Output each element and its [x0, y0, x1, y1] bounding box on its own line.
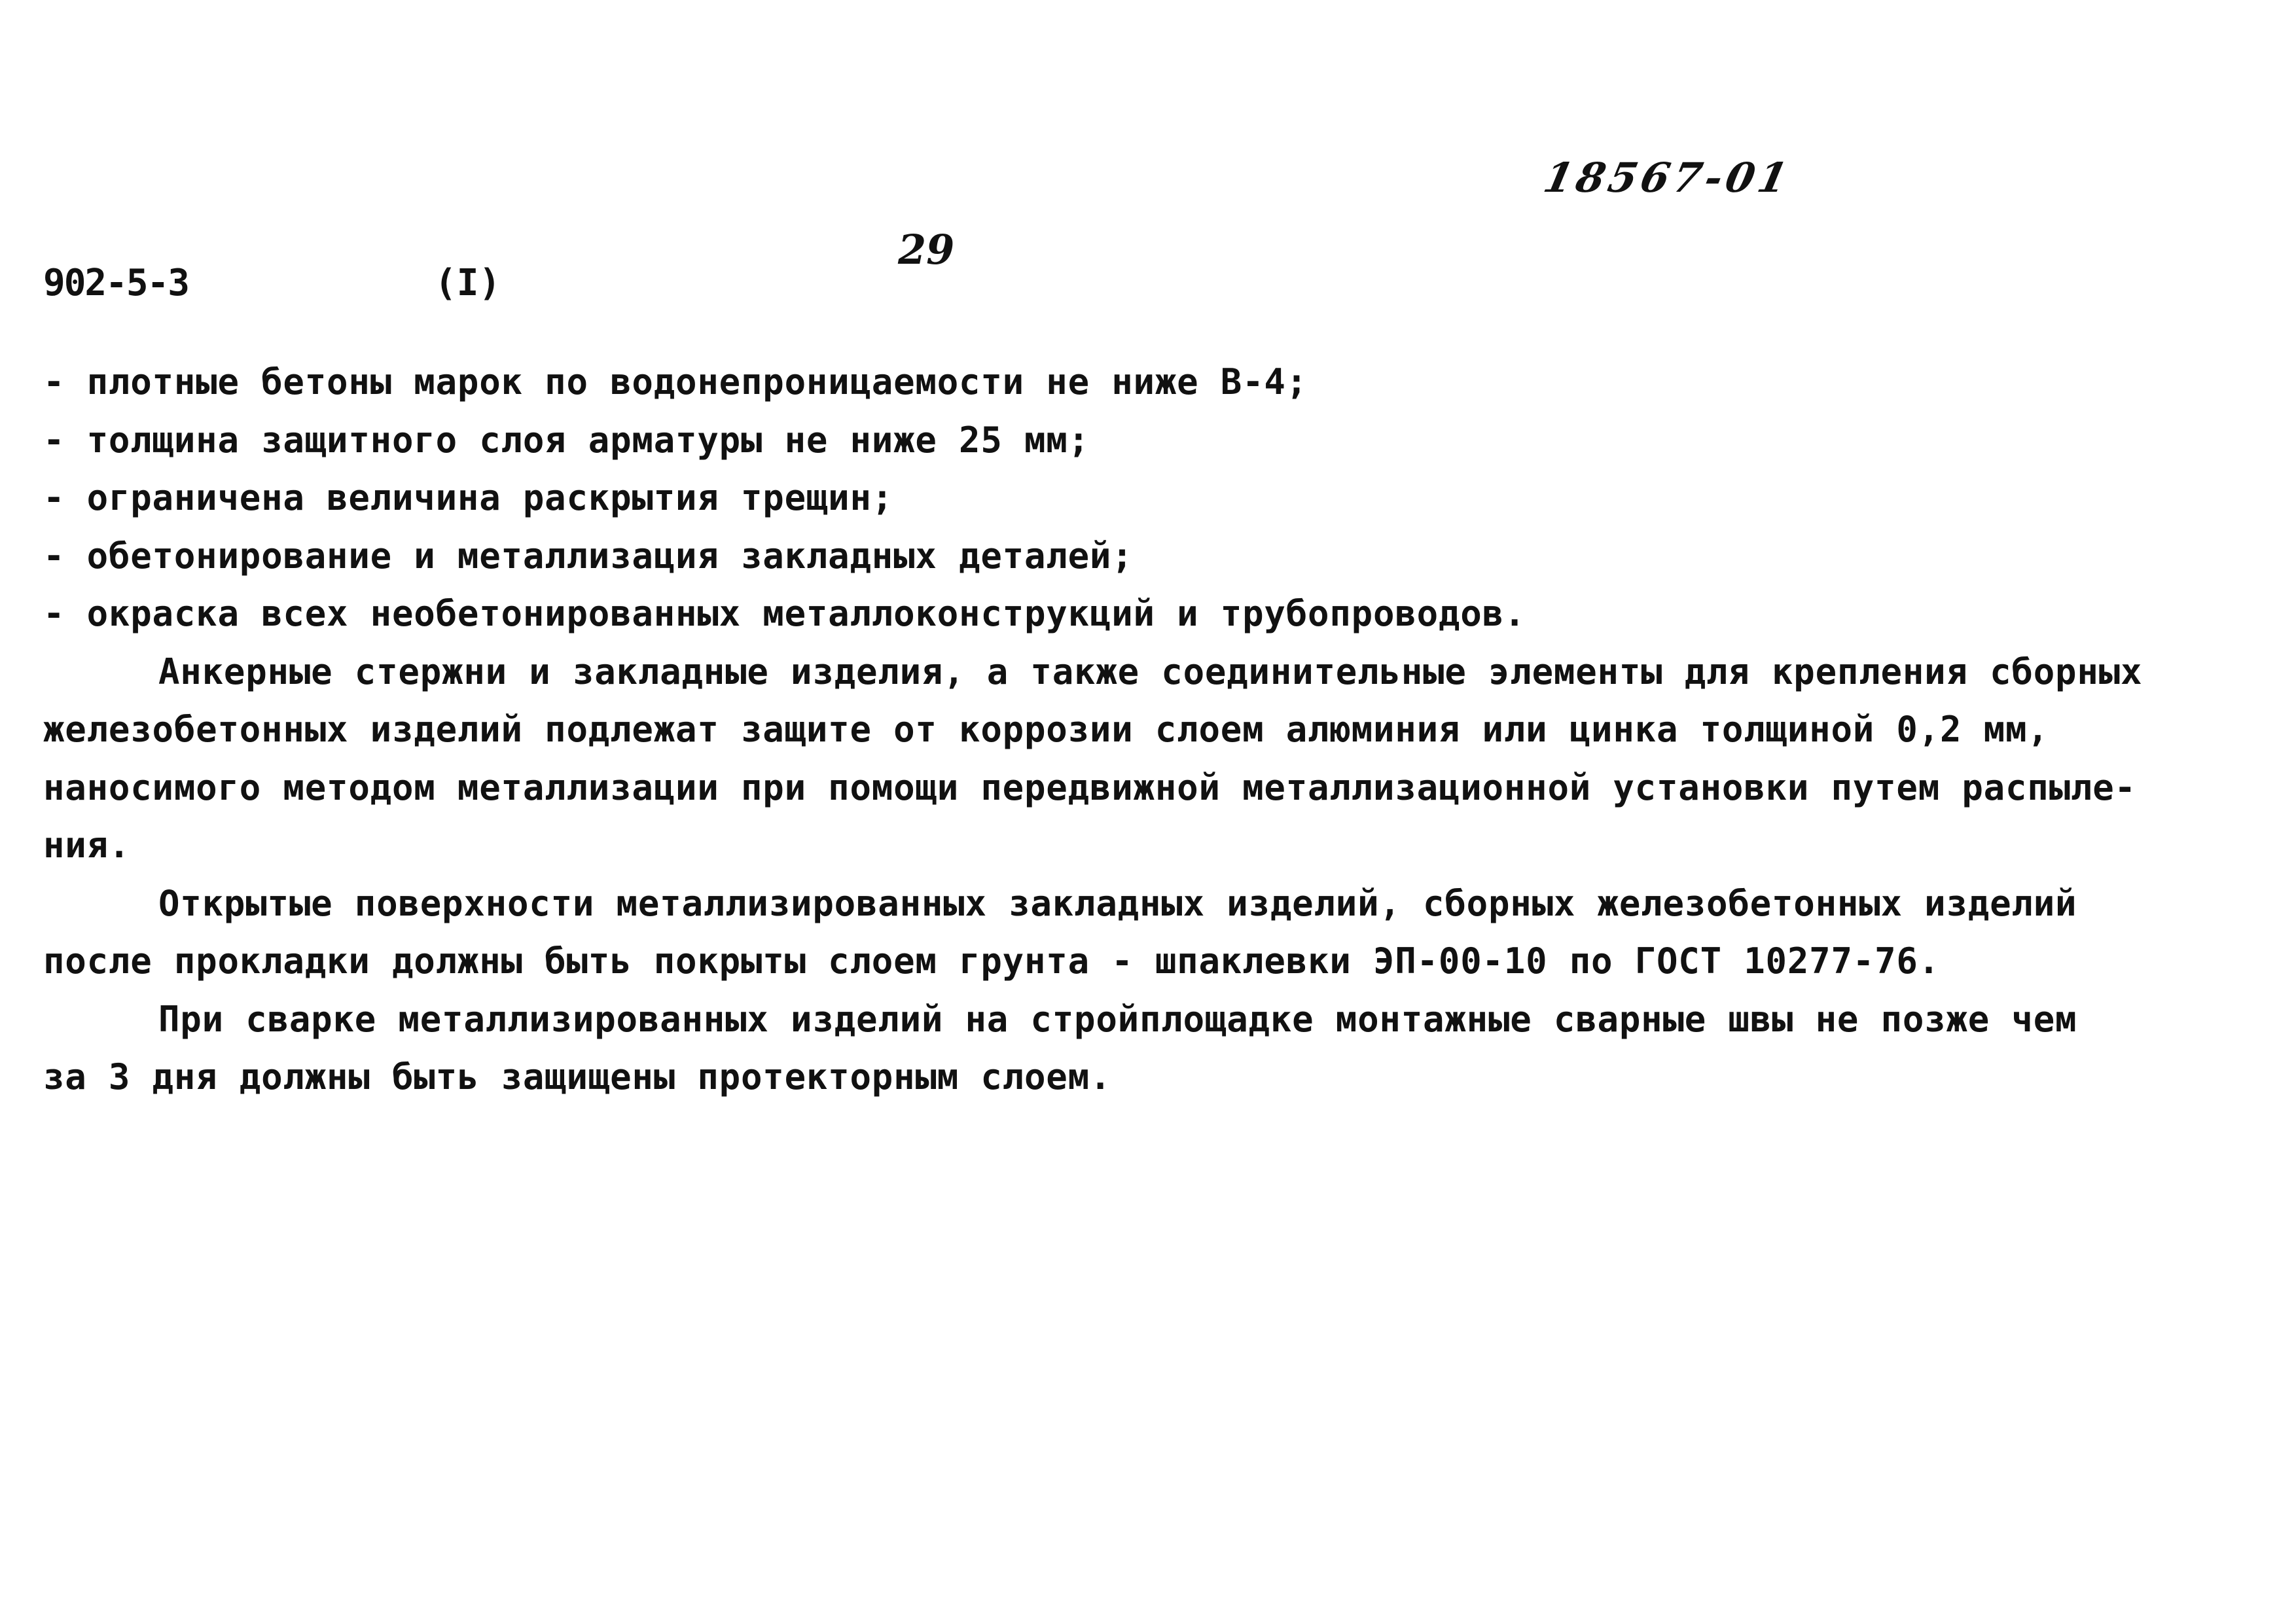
body-text [43, 353, 2282, 1107]
document-section: (I) [435, 262, 501, 304]
paragraph-line: Открытые поверхности металлизированных закладных изделий, сборных железобетонных изделий [158, 882, 2077, 924]
list-item: - плотные бетоны марок по водонепроницаемости не ниже В-4; [43, 361, 1308, 402]
document-code: 902-5-3 [43, 262, 189, 304]
paragraph-line: При сварке металлизированных изделий на стройплощадке монтажные сварные швы не позже чем [158, 998, 2077, 1040]
list-item: - толщина защитного слоя арматуры не ниже 25 мм; [43, 419, 1090, 461]
list-item: - окраска всех необетонированных металлоконструкций и трубопроводов. [43, 593, 1526, 634]
handwritten-inventory-number: 18567-01 [1539, 154, 1796, 202]
page-number: 29 [898, 226, 955, 274]
paragraph-line: Анкерные стержни и закладные изделия, а также соединительные элементы для крепления сборных [158, 651, 2143, 692]
paragraph-line: ния. [43, 825, 131, 866]
list-item: - обетонирование и металлизация закладных деталей; [43, 535, 1134, 577]
paragraph-line: за 3 дня должны быть защищены протекторным слоем. [43, 1056, 1112, 1097]
paragraph-line: после прокладки должны быть покрыты слоем грунта - шпаклевки ЭП-00-10 по ГОСТ 10277-76. [43, 940, 1941, 982]
list-item: - ограничена величина раскрытия трещин; [43, 477, 894, 518]
paragraph-line: наносимого методом металлизации при помощи передвижной металлизационной установки путем распыле- [43, 766, 2136, 808]
paragraph-line: железобетонных изделий подлежат защите от коррозии слоем алюминия или цинка толщиной 0,2 мм, [43, 709, 2049, 750]
